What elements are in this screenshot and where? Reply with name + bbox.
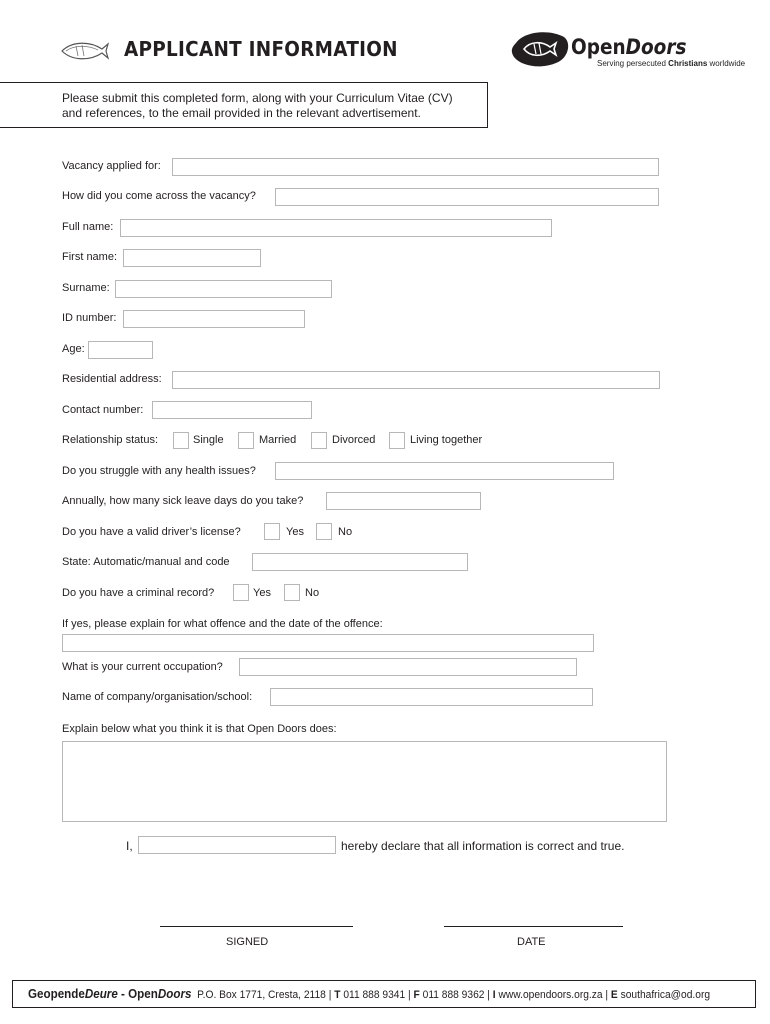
state-field[interactable] bbox=[252, 553, 468, 571]
came-across-field[interactable] bbox=[275, 188, 659, 206]
sick-leave-field[interactable] bbox=[326, 492, 481, 510]
offence-field[interactable] bbox=[62, 634, 594, 652]
id-number-field[interactable] bbox=[123, 310, 305, 328]
age-field[interactable] bbox=[88, 341, 153, 359]
surname-field[interactable] bbox=[115, 280, 332, 298]
criminal-yes-checkbox[interactable] bbox=[233, 584, 249, 601]
address-field[interactable] bbox=[172, 371, 660, 389]
company-field[interactable] bbox=[270, 688, 593, 706]
brand-tagline: Serving persecuted Christians worldwide bbox=[597, 59, 746, 68]
signed-label: SIGNED bbox=[226, 936, 269, 948]
license-no-label: No bbox=[338, 526, 353, 538]
footer-phone: 011 888 9341 bbox=[343, 989, 406, 1001]
brand-name: OpenDoors bbox=[571, 35, 687, 59]
address-label: Residential address: bbox=[62, 373, 162, 385]
occupation-field[interactable] bbox=[239, 658, 577, 676]
company-label: Name of company/organisation/school: bbox=[62, 691, 253, 703]
intro-text: Please submit this completed form, along with your Curriculum Vitae (CV) and references, to the email provided in the relevant advertisement. bbox=[62, 91, 453, 120]
sick-leave-label: Annually, how many sick leave days do you take? bbox=[62, 495, 304, 507]
health-label: Do you struggle with any health issues? bbox=[62, 465, 256, 477]
date-label: DATE bbox=[517, 936, 546, 948]
divorced-label: Divorced bbox=[332, 434, 376, 446]
relationship-label: Relationship status: bbox=[62, 434, 158, 446]
license-yes-label: Yes bbox=[286, 526, 304, 538]
divorced-checkbox[interactable] bbox=[311, 432, 327, 449]
explain-textarea[interactable] bbox=[62, 741, 667, 822]
declaration-text: hereby declare that all information is correct and true. bbox=[341, 839, 625, 853]
married-label: Married bbox=[259, 434, 297, 446]
vacancy-label: Vacancy applied for: bbox=[62, 160, 161, 172]
health-field[interactable] bbox=[275, 462, 614, 480]
license-no-checkbox[interactable] bbox=[316, 523, 332, 540]
living-together-label: Living together bbox=[410, 434, 483, 446]
criminal-no-label: No bbox=[305, 587, 320, 599]
footer-email-link[interactable]: southafrica@od.org bbox=[620, 989, 711, 1001]
criminal-yes-label: Yes bbox=[253, 587, 271, 599]
first-name-field[interactable] bbox=[123, 249, 261, 267]
single-label: Single bbox=[193, 434, 224, 446]
page-title: APPLICANT INFORMATION bbox=[124, 37, 398, 61]
vacancy-field[interactable] bbox=[172, 158, 659, 176]
open-doors-logo-icon bbox=[510, 29, 570, 69]
contact-label: Contact number: bbox=[62, 404, 144, 416]
declaration-name-field[interactable] bbox=[138, 836, 336, 854]
single-checkbox[interactable] bbox=[173, 432, 189, 449]
date-line bbox=[444, 926, 623, 927]
explain-label: Explain below what you think it is that Open Doors does: bbox=[62, 723, 337, 735]
footer-website-link[interactable]: www.opendoors.org.za bbox=[498, 989, 603, 1001]
first-name-label: First name: bbox=[62, 251, 118, 263]
criminal-label: Do you have a criminal record? bbox=[62, 587, 215, 599]
id-number-label: ID number: bbox=[62, 312, 117, 324]
footer-contact: GeopendeDeure - OpenDoors P.O. Box 1771, Cresta, 2118 | T 011 888 9341 | F 011 888 9362 | I www.opendoors.org.za | E southafrica@od.org bbox=[28, 987, 711, 1001]
full-name-label: Full name: bbox=[62, 221, 114, 233]
living-together-checkbox[interactable] bbox=[389, 432, 405, 449]
surname-label: Surname: bbox=[62, 282, 110, 294]
married-checkbox[interactable] bbox=[238, 432, 254, 449]
offence-label: If yes, please explain for what offence and the date of the offence: bbox=[62, 618, 383, 630]
license-yes-checkbox[interactable] bbox=[264, 523, 280, 540]
signed-line bbox=[160, 926, 353, 927]
state-label: State: Automatic/manual and code bbox=[62, 556, 230, 568]
fish-logo-icon bbox=[60, 40, 110, 62]
criminal-no-checkbox[interactable] bbox=[284, 584, 300, 601]
contact-field[interactable] bbox=[152, 401, 312, 419]
footer-address: P.O. Box 1771, Cresta, 2118 bbox=[197, 989, 326, 1001]
occupation-label: What is your current occupation? bbox=[62, 661, 223, 673]
footer-fax: 011 888 9362 bbox=[422, 989, 485, 1001]
age-label: Age: bbox=[62, 343, 85, 355]
license-label: Do you have a valid driver’s license? bbox=[62, 526, 241, 538]
came-across-label: How did you come across the vacancy? bbox=[62, 190, 256, 202]
declaration-prefix: I, bbox=[126, 839, 133, 853]
full-name-field[interactable] bbox=[120, 219, 552, 237]
